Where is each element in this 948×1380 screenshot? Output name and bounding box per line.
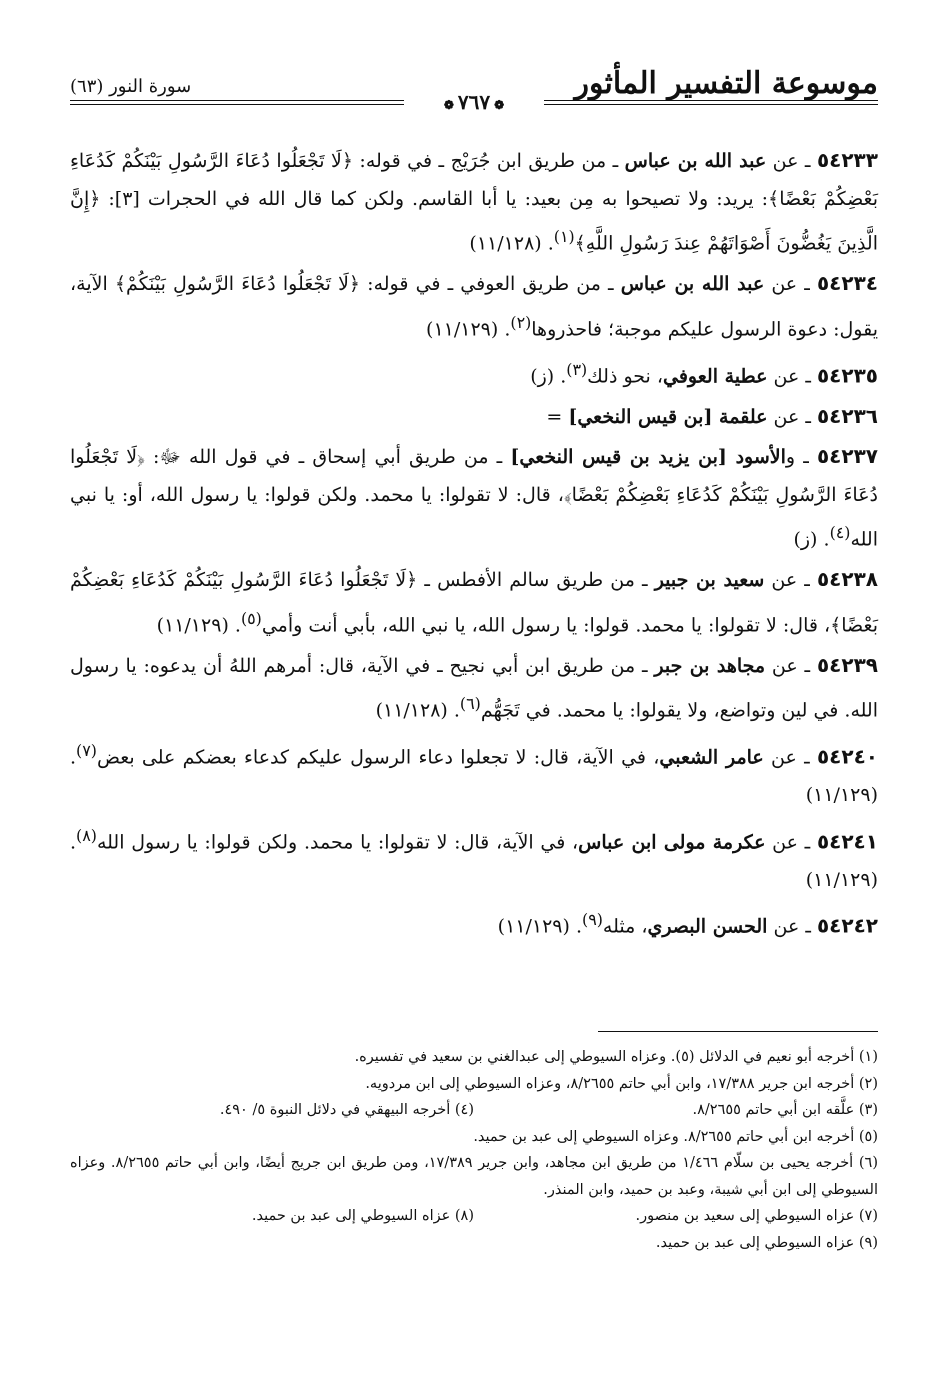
entry: ٥٤٢٣٧ ـ والأسود [بن يزيد بن قيس النخعي] ـ من طريق أبي إسحاق ـ في قول الله ﷻ: ﴿لَا تَجْعَلُوا دُعَاءَ الرَّسُولِ بَيْنَكُمْ كَدُعَاءِ بَعْضِكُمْ بَعْضًا﴾، قال: لا تقولوا: يا محمد. ولكن قولوا: يا رسول الله، أو: يا نبي الله$^{(٤)}$. (ز) <box>70 444 878 551</box>
main-text <box>70 142 878 948</box>
footnote-ref[interactable]: (٩) <box>582 910 603 930</box>
footnote-2: (٢) أخرجه ابن جرير ١٧/٣٨٨، وابن أبي حاتم ٨/٢٦٥٥، وعزاه السيوطي إلى ابن مردويه. <box>365 1075 878 1092</box>
entry: ٥٤٢٣٥ ـ عن عطية العوفي، نحو ذلك$^{(٣)}$. (ز) <box>530 359 878 387</box>
footnotes <box>70 1044 878 1256</box>
footnote-3: (٣) علَّقه ابن أبي حاتم ٨/٢٦٥٥. <box>692 1102 878 1118</box>
footnote-ref[interactable]: (٤) <box>829 523 851 543</box>
entry: ٥٤٢٣٨ ـ عن سعيد بن جبير ـ من طريق سالم الأفطس ـ ﴿لَا تَجْعَلُوا دُعَاءَ الرَّسُولِ بَيْنَكُمْ كَدُعَاءِ بَعْضِكُمْ بَعْضًا﴾، قال: لا تقولوا: يا محمد. قولوا: يا رسول الله، يا نبي الله، بأبي أنت وأمي$^{(٥)}$. (١١/١٢٩) <box>70 567 878 637</box>
footnote-ref[interactable]: (٥) <box>240 608 262 628</box>
book-title: موسوعة التفسير المأثور <box>574 66 878 101</box>
page-header <box>70 62 878 114</box>
ornament-icon: ❁ <box>443 98 454 112</box>
footnote-ref[interactable]: (٧) <box>76 741 97 761</box>
footnote-ref[interactable]: (٨) <box>76 825 97 845</box>
page-number: ❁٧٦٧❁ <box>70 90 878 114</box>
footnote-1: (١) أخرجه أبو نعيم في الدلائل (٥). وعزاه السيوطي إلى عبدالغني بن سعيد في تفسيره. <box>354 1049 878 1065</box>
footnote-9: (٩) عزاه السيوطي إلى عبد بن حميد. <box>655 1234 878 1251</box>
footnote-ref[interactable]: (٦) <box>459 694 481 714</box>
entry: ٥٤٢٣٩ ـ عن مجاهد بن جبر ـ من طريق ابن أبي نجيح ـ في الآية، قال: أمرهم اللهُ أن يدعوه: يا رسول الله. في لين وتواضع، ولا يقولوا: يا محمد. في تَجَهُّم$^{(٦)}$. (١١/١٢٨) <box>70 652 878 722</box>
surah-title: سورة النور (٦٣) <box>70 76 192 97</box>
footnote-divider <box>598 1031 878 1032</box>
footnote-pair <box>70 1097 878 1124</box>
footnote-pair <box>70 1203 878 1230</box>
footnote-ref[interactable]: (٢) <box>510 312 532 332</box>
footnote-ref[interactable]: (١) <box>553 227 575 247</box>
entry: ٥٤٢٣٣ ـ عن عبد الله بن عباس ـ من طريق ابن جُرَيْج ـ في قوله: ﴿لَا تَجْعَلُوا دُعَاءَ الرَّسُولِ بَيْنَكُمْ كَدُعَاءِ بَعْضِكُمْ بَعْضًا﴾: يريد: ولا تصيحوا به مِن بعيد: يا أبا القاسم. ولكن كما قال الله في الحجرات [٣]: ﴿إِنَّ الَّذِينَ يَغُضُّونَ أَصْوَاتَهُمْ عِندَ رَسُولِ اللَّهِ﴾$^{(١)}$. (١١/١٢٨) <box>70 148 878 255</box>
footnote-7: (٧) عزاه السيوطي إلى سعيد بن منصور. <box>635 1208 878 1224</box>
footnote-ref[interactable]: (٣) <box>566 359 588 379</box>
footnote-6: (٦) أخرجه يحيى بن سلّام ١/٤٦٦ من طريق ابن مجاهد، وابن جرير ١٧/٣٨٩، ومن طريق ابن جريج أيضًا، وابن أبي حاتم ٨/٢٦٥٥. وعزاه السيوطي إلى ابن أبي شيبة، وعبد بن حميد، وابن المنذر. <box>70 1155 878 1198</box>
entry: ٥٤٢٣٤ ـ عن عبد الله بن عباس ـ من طريق العوفي ـ في قوله: ﴿لَا تَجْعَلُوا دُعَاءَ الرَّسُولِ بَيْنَكُمْ﴾ الآية، يقول: دعوة الرسول عليكم موجبة؛ فاحذروها$^{(٢)}$. (١١/١٢٩) <box>70 271 878 341</box>
ornament-icon: ❁ <box>494 98 505 112</box>
entry: ٥٤٢٤٠ ـ عن عامر الشعبي، في الآية، قال: لا تجعلوا دعاء الرسول عليكم كدعاء بعضكم على بعض$^{(٧)}$. (١١/١٢٩) <box>70 741 878 807</box>
entry: ٥٤٢٤٢ ـ عن الحسن البصري، مثله$^{(٩)}$. (١١/١٢٩) <box>497 910 878 938</box>
footnote-4: (٤) أخرجه البيهقي في دلائل النبوة ٥/ ٤٩٠. <box>219 1102 474 1118</box>
entry: ٥٤٢٤١ ـ عن عكرمة مولى ابن عباس، في الآية، قال: لا تقولوا: يا محمد. ولكن قولوا: يا رسول الله$^{(٨)}$. (١١/١٢٩) <box>70 825 878 891</box>
footnote-8: (٨) عزاه السيوطي إلى عبد بن حميد. <box>251 1208 474 1224</box>
entry: ٥٤٢٣٦ ـ عن علقمة [بن قيس النخعي] = <box>546 403 878 428</box>
footnote-5: (٥) أخرجه ابن أبي حاتم ٨/٢٦٥٥. وعزاه السيوطي إلى عبد بن حميد. <box>473 1128 878 1145</box>
